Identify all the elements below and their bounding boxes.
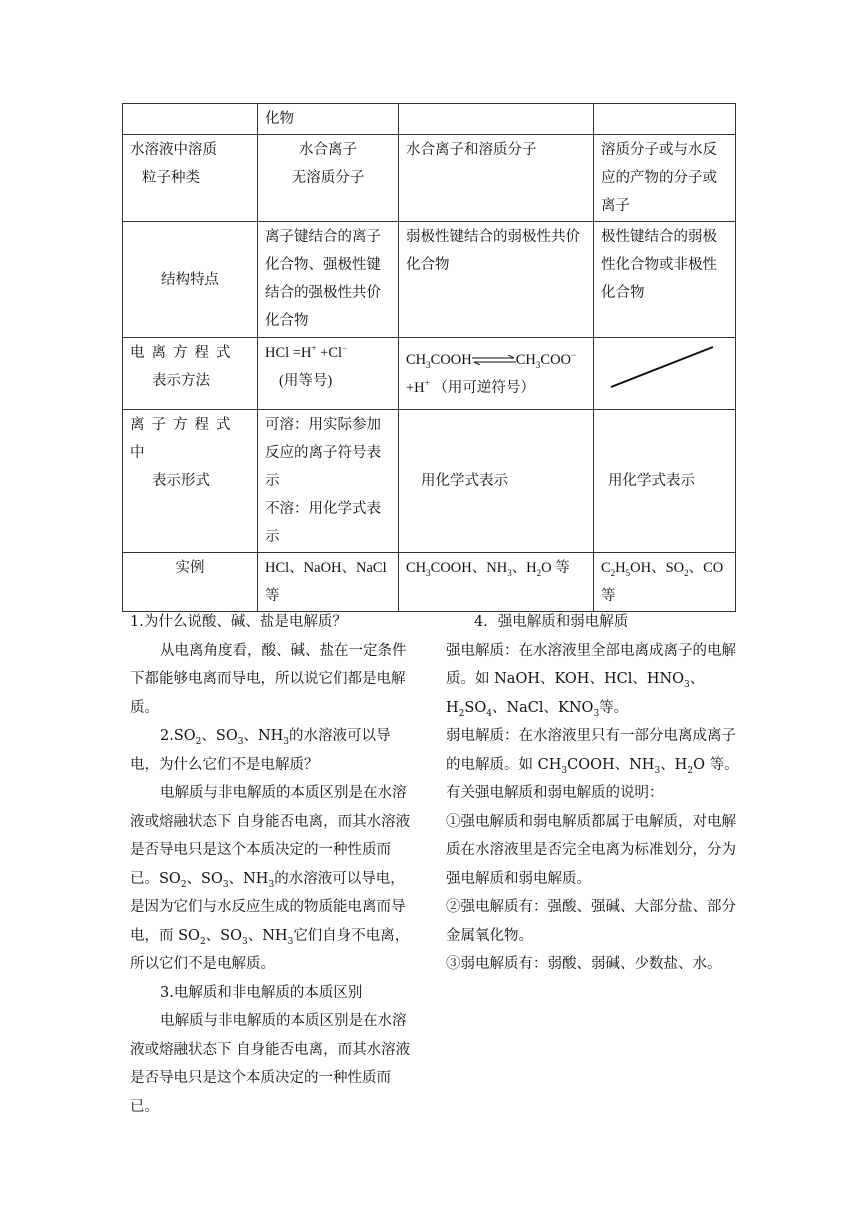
ionization-equation: $CH_3COOH$ $CH_3COO^-$ — [406, 349, 577, 370]
table-cell: 水合离子和溶质分子 — [399, 135, 594, 222]
table-cell — [123, 135, 258, 222]
strong-electrolyte-definition: 强电解质：在水溶液里全部电离成离子的电解质。如 NaOH、KOH、HCl、$HNO_3$、$H_2SO_4$、NaCl、$KNO_3$等。 — [446, 642, 736, 719]
table-row — [123, 553, 736, 612]
section-heading: 4．强电解质和弱电解质 — [474, 614, 629, 630]
table-cell — [258, 338, 399, 410]
table-cell — [594, 104, 736, 135]
cell-text: 电离方程式 — [130, 345, 238, 361]
table-cell: $C_2H_5OH$、$SO_2$、CO 等 — [594, 553, 736, 612]
question-1: 1.为什么说酸、碱、盐是电解质？ — [130, 614, 347, 630]
table-cell — [123, 410, 258, 553]
table-cell: 用化学式表示 — [399, 410, 594, 553]
cell-text: 不溶：用化学式表示 — [265, 501, 381, 545]
cell-text: (用等号) — [279, 373, 333, 389]
table-cell: 弱极性键结合的弱极性共价化合物 — [399, 222, 594, 338]
table-cell: 极性键结合的弱极性化合物或非极性化合物 — [594, 222, 736, 338]
cell-text: 无溶质分子 — [291, 170, 365, 186]
table-row — [123, 104, 736, 135]
table-cell: $CH_3COOH$、$NH_3$、$H_2O$ 等 — [399, 553, 594, 612]
table-cell — [123, 104, 258, 135]
cell-text: 水溶液中溶质 — [130, 142, 217, 158]
answer-3: 电解质与非电解质的本质区别是在水溶液或熔融状态下 自身能否电离，而其水溶液是否导电只是这个本质决定的一种性质而已。 — [130, 1013, 411, 1115]
cell-text: 水合离子 — [299, 142, 357, 158]
table-cell — [399, 338, 594, 410]
notes-heading: 有关强电解质和弱电解质的说明： — [446, 785, 664, 801]
ionization-equation: HCl =H+ +Cl− — [265, 343, 348, 361]
cell-text: +H+ （用可逆符号） — [406, 377, 535, 396]
table-row — [123, 135, 736, 222]
cell-text: 离子方程式中 — [130, 417, 238, 461]
question-2: $2.SO_2$、$SO_3$、$NH_3$的水溶液可以导电，为什么它们不是电解质？ — [130, 728, 391, 773]
table-cell: 离子键结合的离子化合物、强极性键结合的强极性共价化合物 — [258, 222, 399, 338]
cell-text: 表示方法 — [152, 373, 210, 389]
table-cell: 结构特点 — [123, 222, 258, 338]
answer-2: 电解质与非电解质的本质区别是在水溶液或熔融状态下 自身能否电离，而其水溶液是否导电只是这个本质决定的一种性质而已。$SO_2$、$SO_3$、$NH_3$的水溶液可以导电，是因为它们与水反应生成的物质能电离而导电，而 $SO_2$、$SO_3$、$NH_3$它们自身不电离，所以它们不是电解质。 — [130, 785, 411, 972]
table-cell — [123, 338, 258, 410]
table-cell — [258, 410, 399, 553]
answer-1: 从电离角度看，酸、碱、盐在一定条件下都能够电离而导电，所以说它们都是电解质。 — [130, 642, 407, 716]
table-cell: HCl、NaOH、NaCl等 — [258, 553, 399, 612]
comparison-table — [122, 103, 736, 612]
note-item: ③弱电解质有：弱酸、弱碱、少数盐、水。 — [446, 956, 722, 972]
cell-text: 可溶：用实际参加反应的离子符号表示 — [265, 417, 381, 489]
table-cell — [258, 135, 399, 222]
right-column — [446, 608, 741, 979]
table-cell: 用化学式表示 — [594, 410, 736, 553]
note-item: ②强电解质有：强酸、强碱、大部分盐、部分金属氧化物。 — [446, 899, 736, 944]
table-row — [123, 338, 736, 410]
table-cell — [594, 338, 736, 410]
weak-electrolyte-definition: 弱电解质：在水溶液里只有一部分电离成离子的电解质。如 $CH_3COOH$、$NH_3$、$H_2O$ 等。 — [446, 728, 739, 776]
cell-text: 表示形式 — [152, 473, 210, 489]
reversible-arrow-icon — [472, 355, 516, 365]
table-cell: 化物 — [258, 104, 399, 135]
note-item: ①强电解质和弱电解质都属于电解质，对电解质在水溶液里是否完全电离为标准划分，分为强电解质和弱电解质。 — [446, 813, 736, 887]
table-cell: 溶质分子或与水反应的产物的分子或离子 — [594, 135, 736, 222]
table-cell — [399, 104, 594, 135]
question-3: 3.电解质和非电解质的本质区别 — [160, 984, 363, 1001]
table-row — [123, 222, 736, 338]
left-column — [130, 608, 415, 1121]
table-row — [123, 410, 736, 553]
diagonal-slash-line — [601, 339, 728, 399]
table-cell: 实例 — [123, 553, 258, 612]
cell-text: 粒子种类 — [142, 170, 200, 186]
